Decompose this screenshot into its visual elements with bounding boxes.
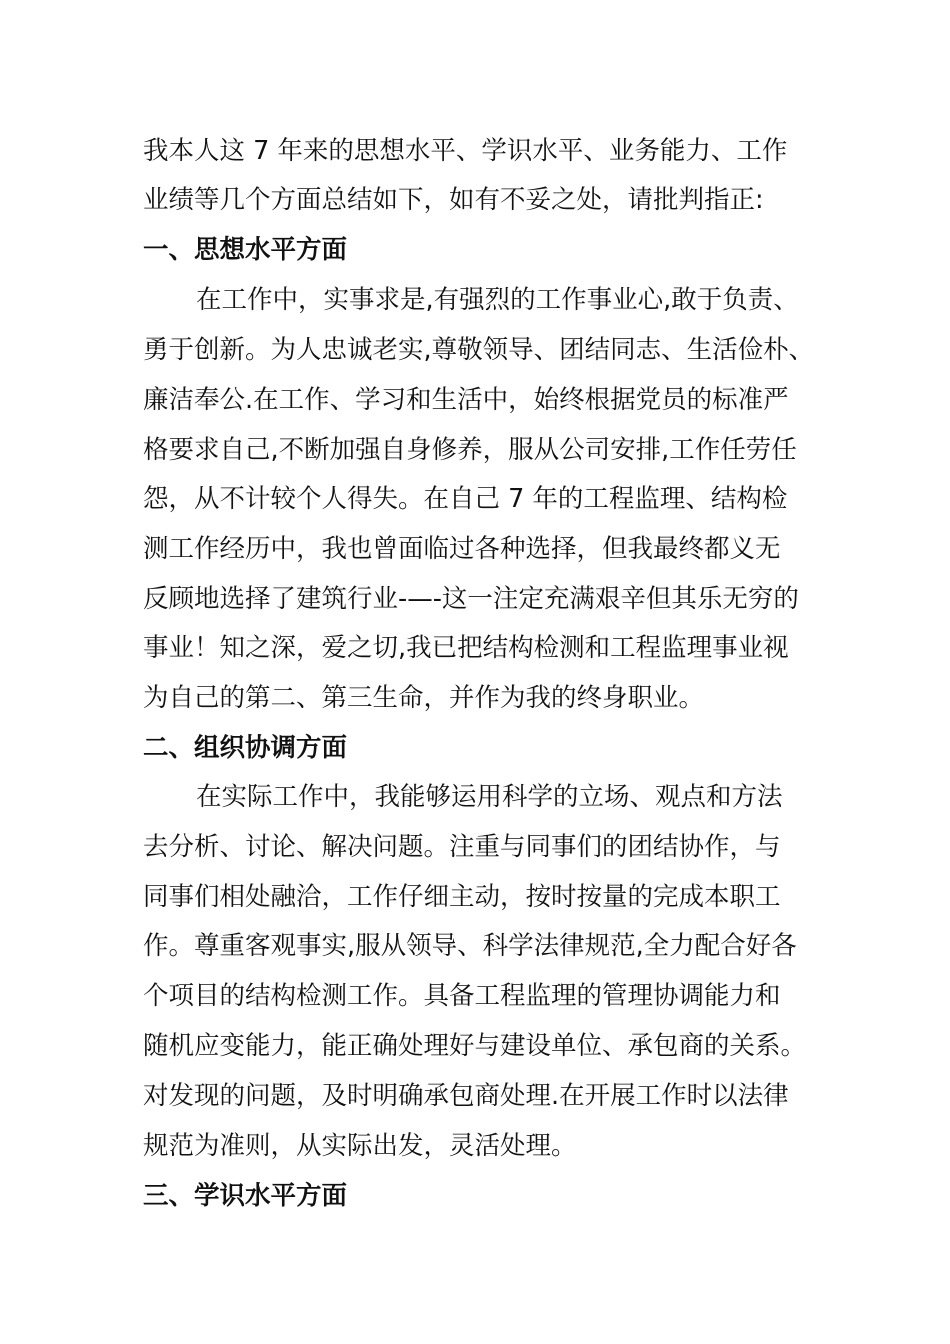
paragraph-line: 个项目的结构检测工作。具备工程监理的管理协调能力和	[143, 981, 781, 1011]
paragraph-line: 测工作经历中，我也曾面临过各种选择，但我最终都义无	[143, 534, 781, 564]
paragraph-line: 随机应变能力，能正确处理好与建设单位、承包商的关系。	[143, 1031, 807, 1061]
intro-line: 业绩等几个方面总结如下，如有不妥之处，请批判指正:	[143, 185, 764, 215]
paragraph-line: 怨，从不计较个人得失。在自己 7 年的工程监理、结构检	[143, 484, 788, 514]
paragraph-line: 格要求自己,不断加强自身修养，服从公司安排,工作任劳任	[143, 435, 797, 465]
paragraph-line: 去分析、讨论、解决问题。注重与同事们的团结协作，与	[143, 832, 781, 862]
paragraph-line: 同事们相处融洽，工作仔细主动，按时按量的完成本职工	[143, 882, 781, 912]
paragraph-line: 作。尊重客观事实,服从领导、科学法律规范,全力配合好各	[143, 931, 797, 961]
paragraph-line: 对发现的问题，及时明确承包商处理.在开展工作时以法律	[143, 1081, 789, 1111]
paragraph-line: 在工作中，实事求是,有强烈的工作事业心,敢于负责、	[196, 285, 799, 315]
paragraph-line: 规范为准则，从实际出发，灵活处理。	[143, 1131, 577, 1161]
section-heading-ideology: 一、思想水平方面	[143, 235, 348, 265]
section-heading-coordination: 二、组织协调方面	[143, 733, 348, 763]
paragraph-line: 事业！知之深，爱之切,我已把结构检测和工程监理事业视	[143, 633, 789, 663]
paragraph-line: 反顾地选择了建筑行业-—-这一注定充满艰辛但其乐无穷的	[143, 584, 799, 614]
paragraph-line: 为自己的第二、第三生命，并作为我的终身职业。	[143, 683, 705, 713]
paragraph-line: 在实际工作中，我能够运用科学的立场、观点和方法	[196, 782, 783, 812]
section-heading-knowledge: 三、学识水平方面	[143, 1181, 348, 1211]
paragraph-line: 勇于创新。为人忠诚老实,尊敬领导、团结同志、生活俭朴、	[143, 335, 815, 365]
paragraph-line: 廉洁奉公.在工作、学习和生活中，始终根据党员的标准严	[143, 385, 789, 415]
intro-line: 我本人这 7 年来的思想水平、学识水平、业务能力、工作	[143, 136, 788, 166]
